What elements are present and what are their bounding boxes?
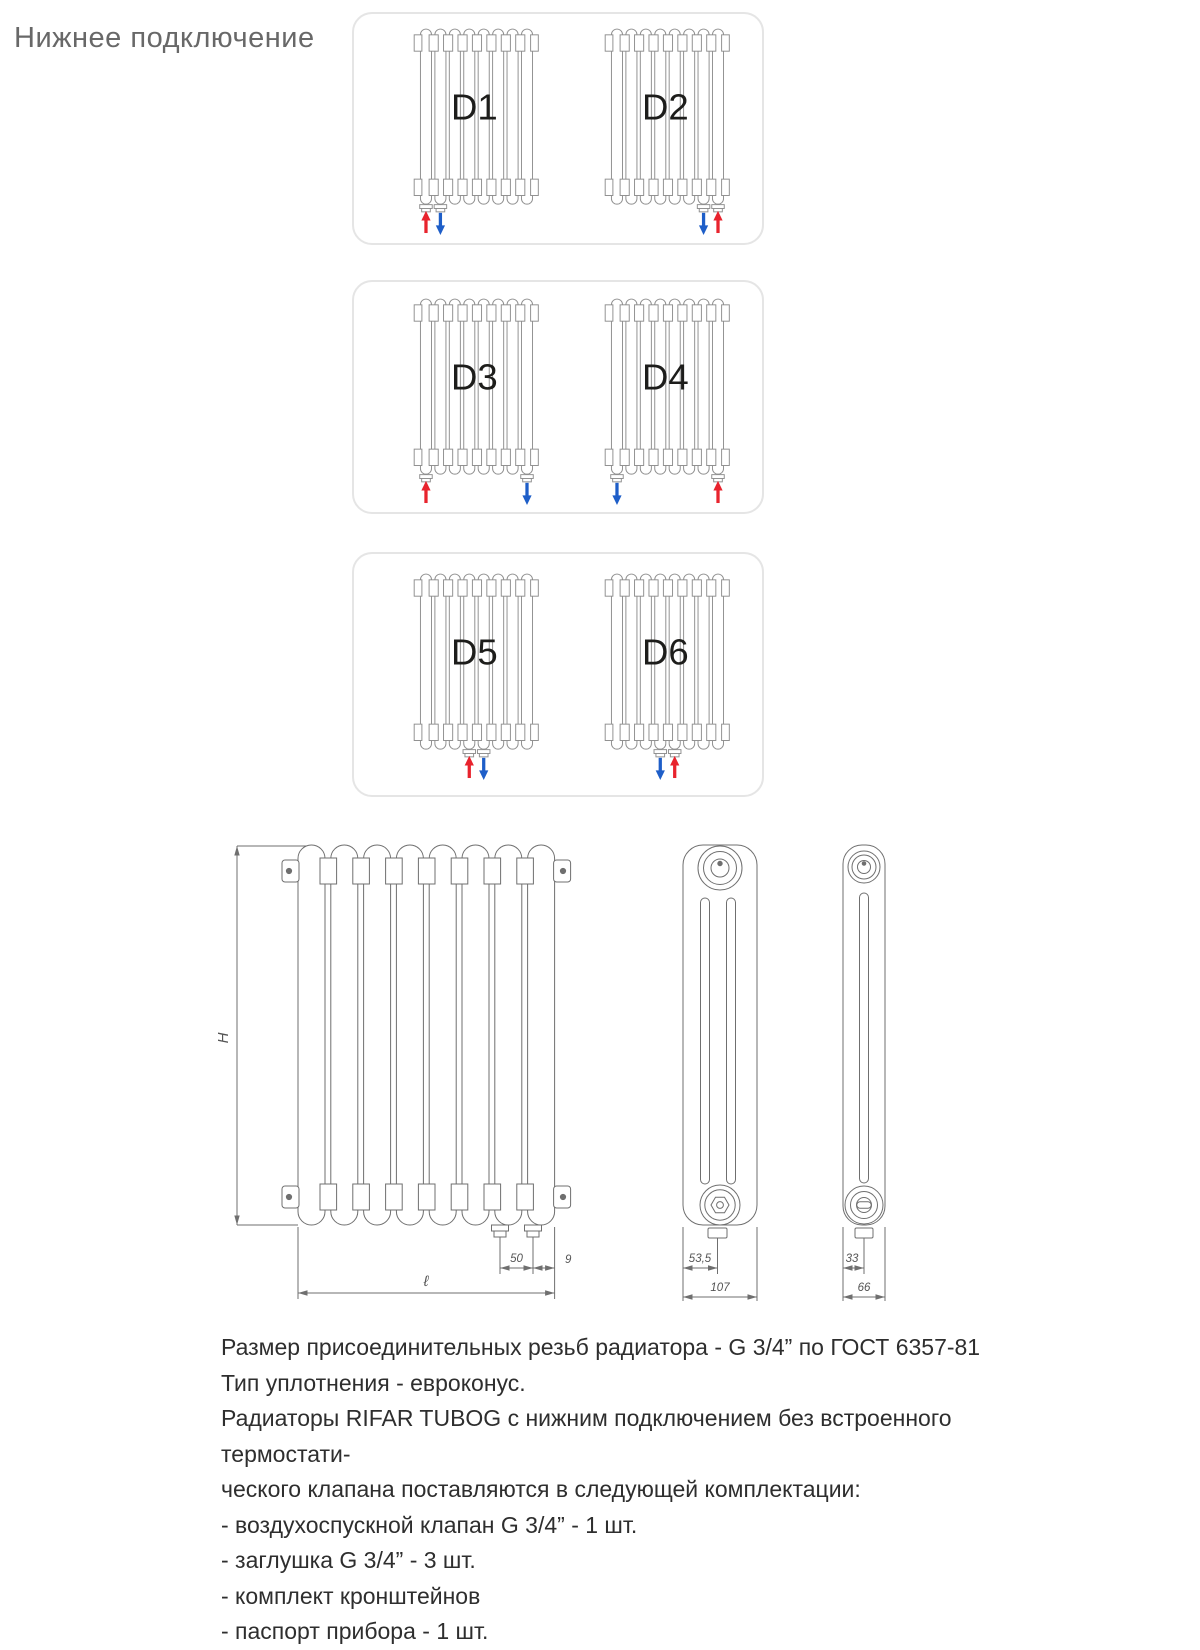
header-collar (663, 305, 672, 321)
bottom-connection-stub (494, 1231, 506, 1237)
end-tab (605, 179, 613, 195)
end-tab (414, 305, 422, 321)
radiator-tube (507, 299, 518, 474)
header-collar (487, 724, 496, 740)
header-collar (620, 724, 629, 740)
header-collar (634, 724, 643, 740)
end-tab (531, 449, 539, 465)
radiator-tube (495, 845, 522, 1225)
radiator-tube (521, 29, 532, 204)
header-collar (501, 580, 510, 596)
dim-arrowhead (524, 1265, 534, 1270)
header-collar (418, 1184, 435, 1210)
header-collar (634, 305, 643, 321)
end-tab (721, 179, 729, 195)
header-collar (444, 449, 453, 465)
header-collar (634, 179, 643, 195)
return-arrow-head (479, 770, 488, 780)
bottom-connection-stub (527, 1231, 539, 1237)
header-collar (501, 179, 510, 195)
header-collar (484, 858, 501, 884)
header-collar (677, 179, 686, 195)
header-collar (620, 179, 629, 195)
bottom-connection-stub (610, 475, 623, 479)
spec-note: - комплект кронштейнов (221, 1582, 481, 1609)
return-arrow-head (436, 225, 445, 235)
scheme-label: D2 (641, 86, 689, 128)
header-collar (634, 580, 643, 596)
header-collar (663, 449, 672, 465)
header-collar (648, 580, 657, 596)
header-collar (620, 35, 629, 51)
end-tab (531, 305, 539, 321)
radiator-body (683, 845, 757, 1225)
scheme-d6 (572, 567, 763, 787)
end-tab (531, 179, 539, 195)
header-collar (677, 724, 686, 740)
header-collar (458, 305, 467, 321)
header-collar (516, 449, 525, 465)
header-collar (663, 580, 672, 596)
bottom-connection-stub (654, 750, 667, 754)
end-tab (721, 449, 729, 465)
scheme-label: D5 (450, 631, 498, 673)
radiator-tube (435, 574, 446, 749)
bottom-connection-stub (699, 208, 708, 211)
radiator-tube (364, 845, 391, 1225)
radiator-tube (712, 299, 723, 474)
radiator-tube (528, 845, 555, 1225)
spec-note: ческого клапана поставляются в следующей комплектации: (221, 1476, 861, 1502)
header-collar (516, 580, 525, 596)
bottom-connection-stub (477, 750, 490, 754)
header-collar (516, 305, 525, 321)
radiator-tube (331, 845, 358, 1225)
radiator-tube (521, 574, 532, 749)
spec-note: Тип уплотнения - евроконус. (221, 1369, 526, 1396)
header-collar (648, 449, 657, 465)
header-collar (706, 35, 715, 51)
header-collar (353, 858, 370, 884)
dim-arrowhead (533, 1265, 543, 1270)
radiator-tube (698, 574, 709, 749)
header-collar (501, 35, 510, 51)
header-collar (487, 35, 496, 51)
return-arrow-head (612, 495, 621, 505)
header-collar (620, 305, 629, 321)
header-collar (692, 179, 701, 195)
radiator-tube (625, 574, 636, 749)
header-collar (418, 858, 435, 884)
radiator-tube (611, 574, 622, 749)
groove (701, 898, 710, 1184)
dimension-label: 53,5 (688, 1253, 712, 1265)
bottom-connection-stub (434, 205, 447, 209)
bottom-connection-stub (463, 750, 476, 754)
dimension-label: H (215, 1032, 232, 1044)
scheme-label: D3 (450, 356, 498, 398)
dim-arrowhead (500, 1265, 510, 1270)
header-collar (648, 35, 657, 51)
header-collar (663, 179, 672, 195)
header-collar (487, 580, 496, 596)
bottom-connection-stub (612, 478, 621, 481)
scheme-d1 (381, 22, 572, 242)
end-tab (605, 35, 613, 51)
bottom-connection-stub (479, 753, 488, 756)
header-collar (692, 449, 701, 465)
radiator-tube (420, 299, 431, 474)
end-tab (414, 724, 422, 740)
dim-arrowhead (298, 1290, 308, 1295)
dim-arrowhead (545, 1290, 555, 1295)
flow-arrows (612, 481, 722, 505)
bottom-connection-stub (436, 208, 445, 211)
radiator-tube (611, 29, 622, 204)
header-collar (634, 449, 643, 465)
header-collar (472, 580, 481, 596)
dim-arrowhead (876, 1294, 886, 1299)
header-collar (517, 1184, 534, 1210)
header-collar (648, 305, 657, 321)
return-arrow-head (655, 770, 664, 780)
bottom-connection-stub (711, 475, 724, 479)
radiator-tube (420, 574, 431, 749)
header-collar (663, 724, 672, 740)
plug-dot (560, 1194, 565, 1199)
radiator-tube (698, 29, 709, 204)
bottom-connection-stub (655, 753, 664, 756)
scheme-d2 (572, 22, 763, 242)
header-collar (692, 724, 701, 740)
radiator-tube (507, 574, 518, 749)
header-collar (487, 179, 496, 195)
bottom-connection-stub (492, 1225, 509, 1231)
header-collar (458, 179, 467, 195)
bottom-connection-stub (525, 1225, 542, 1231)
radiator-tube (507, 29, 518, 204)
radiator-tube (521, 299, 532, 474)
radiator-tube (435, 299, 446, 474)
header-collar (444, 179, 453, 195)
header-collar (663, 35, 672, 51)
flow-arrows (655, 756, 679, 780)
header-collar (706, 580, 715, 596)
radiator-tube (298, 845, 325, 1225)
end-tab (605, 449, 613, 465)
header-collar (451, 858, 468, 884)
dim-arrowhead (748, 1294, 758, 1299)
groove (860, 893, 869, 1183)
header-collar (706, 305, 715, 321)
header-collar (516, 724, 525, 740)
dimension-label: 66 (857, 1282, 871, 1294)
header-collar (620, 449, 629, 465)
header-collar (692, 305, 701, 321)
dim-arrowhead (234, 846, 239, 856)
dimension-label: 107 (710, 1282, 730, 1294)
dim-arrowhead (234, 1216, 239, 1226)
header-collar (677, 449, 686, 465)
header-collar (429, 35, 438, 51)
scheme-d4 (572, 292, 763, 512)
dimension-label: 9 (565, 1254, 572, 1266)
end-tab (414, 179, 422, 195)
header-collar (320, 858, 337, 884)
dim-arrowhead (683, 1265, 693, 1270)
header-collar (487, 449, 496, 465)
end-tab (414, 580, 422, 596)
header-collar (516, 35, 525, 51)
dim-arrowhead (843, 1265, 853, 1270)
header-collar (429, 179, 438, 195)
header-collar (472, 35, 481, 51)
radiator-tube (712, 574, 723, 749)
bottom-connection-stub (523, 478, 532, 481)
header-collar (501, 305, 510, 321)
header-collar (444, 580, 453, 596)
return-arrow-head (522, 495, 531, 505)
header-collar (706, 179, 715, 195)
end-tab (721, 724, 729, 740)
spec-note: Радиаторы RIFAR TUBOG с нижним подключением без встроенного термостати- (221, 1405, 952, 1467)
connection-group-3 (352, 552, 764, 797)
radiator-tube (712, 29, 723, 204)
valve-slot (857, 1202, 871, 1208)
radiator-tube (625, 299, 636, 474)
radiator-tube (435, 29, 446, 204)
header-collar (677, 580, 686, 596)
header-collar (677, 35, 686, 51)
header-collar (353, 1184, 370, 1210)
scheme-label: D4 (641, 356, 689, 398)
dimension-label: 50 (510, 1253, 523, 1265)
header-collar (692, 35, 701, 51)
header-collar (320, 1184, 337, 1210)
radiator-tube (396, 845, 423, 1225)
header-collar (429, 724, 438, 740)
header-collar (444, 724, 453, 740)
plug-dot (560, 868, 565, 873)
header-collar (706, 449, 715, 465)
radiator-tube (625, 29, 636, 204)
flow-arrows (698, 211, 722, 235)
flow-arrows (421, 211, 445, 235)
front-view (282, 845, 571, 1237)
side-view-2col (843, 845, 885, 1238)
header-collar (677, 305, 686, 321)
end-tab (605, 580, 613, 596)
dimension-label: 33 (845, 1253, 859, 1265)
header-collar (444, 35, 453, 51)
end-tab (721, 35, 729, 51)
end-tab (414, 449, 422, 465)
header-collar (472, 724, 481, 740)
dim-arrowhead (708, 1265, 718, 1270)
flow-arrows (421, 481, 531, 505)
page-title: Нижнее подключение (14, 22, 315, 54)
end-tab (531, 724, 539, 740)
dim-arrowhead (683, 1294, 693, 1299)
scheme-d3 (381, 292, 572, 512)
valve-center (717, 1202, 724, 1209)
scheme-label: D6 (641, 631, 689, 673)
return-arrow-head (698, 225, 707, 235)
header-collar (516, 179, 525, 195)
header-collar (472, 305, 481, 321)
radiator-tube (420, 29, 431, 204)
end-tab (531, 580, 539, 596)
bottom-connection-stub (668, 750, 681, 754)
end-tab (605, 724, 613, 740)
radiator-tube (611, 299, 622, 474)
spec-note: - паспорт прибора - 1 шт. (221, 1618, 489, 1644)
spec-note: - заглушка G 3/4” - 3 шт. (221, 1547, 476, 1573)
header-collar (386, 1184, 403, 1210)
header-collar (429, 449, 438, 465)
header-collar (501, 724, 510, 740)
header-collar (692, 580, 701, 596)
header-collar (648, 179, 657, 195)
header-collar (458, 580, 467, 596)
header-collar (458, 35, 467, 51)
bottom-connection-stub (855, 1228, 873, 1238)
header-collar (487, 305, 496, 321)
header-collar (429, 580, 438, 596)
bottom-connection-stub (420, 205, 433, 209)
dim-arrowhead (843, 1294, 853, 1299)
dimension-label: ℓ (423, 1273, 429, 1290)
dim-arrowhead (855, 1265, 865, 1270)
flow-arrows (465, 756, 489, 780)
header-collar (429, 305, 438, 321)
scheme-d5 (381, 567, 572, 787)
radiator-tube (698, 299, 709, 474)
bottom-connection-stub (521, 475, 534, 479)
header-collar (472, 179, 481, 195)
end-tab (721, 305, 729, 321)
bottom-connection-stub (708, 1228, 727, 1238)
header-collar (648, 724, 657, 740)
header-collar (451, 1184, 468, 1210)
plug-dot (286, 868, 291, 873)
side-view-3col (683, 845, 757, 1238)
end-tab (605, 305, 613, 321)
bottom-connection-stub (420, 475, 433, 479)
spec-note: - воздухоспускной клапан G 3/4” - 1 шт. (221, 1511, 638, 1538)
dim-arrowhead (545, 1265, 555, 1270)
scheme-label: D1 (450, 86, 498, 128)
plug-dot (286, 1194, 291, 1199)
plug-dot (862, 862, 866, 866)
radiator-tube (462, 845, 489, 1225)
header-collar (706, 724, 715, 740)
header-collar (620, 580, 629, 596)
header-collar (484, 1184, 501, 1210)
connection-group-1 (352, 12, 764, 245)
plug-dot (718, 861, 722, 865)
header-collar (472, 449, 481, 465)
bottom-connection-stub (711, 205, 724, 209)
header-collar (458, 724, 467, 740)
end-tab (721, 580, 729, 596)
spec-note: Размер присоединительных резьб радиатора - G 3/4” по ГОСТ 6357-81 (221, 1334, 981, 1360)
spec-notes (221, 1330, 981, 1650)
header-collar (444, 305, 453, 321)
end-tab (531, 35, 539, 51)
connection-group-2 (352, 280, 764, 514)
dimension-drawings (180, 820, 910, 1312)
header-collar (634, 35, 643, 51)
end-tab (414, 35, 422, 51)
groove (727, 898, 736, 1184)
radiator-tube (429, 845, 456, 1225)
header-collar (501, 449, 510, 465)
header-collar (517, 858, 534, 884)
header-collar (458, 449, 467, 465)
bottom-connection-stub (697, 205, 710, 209)
header-collar (386, 858, 403, 884)
